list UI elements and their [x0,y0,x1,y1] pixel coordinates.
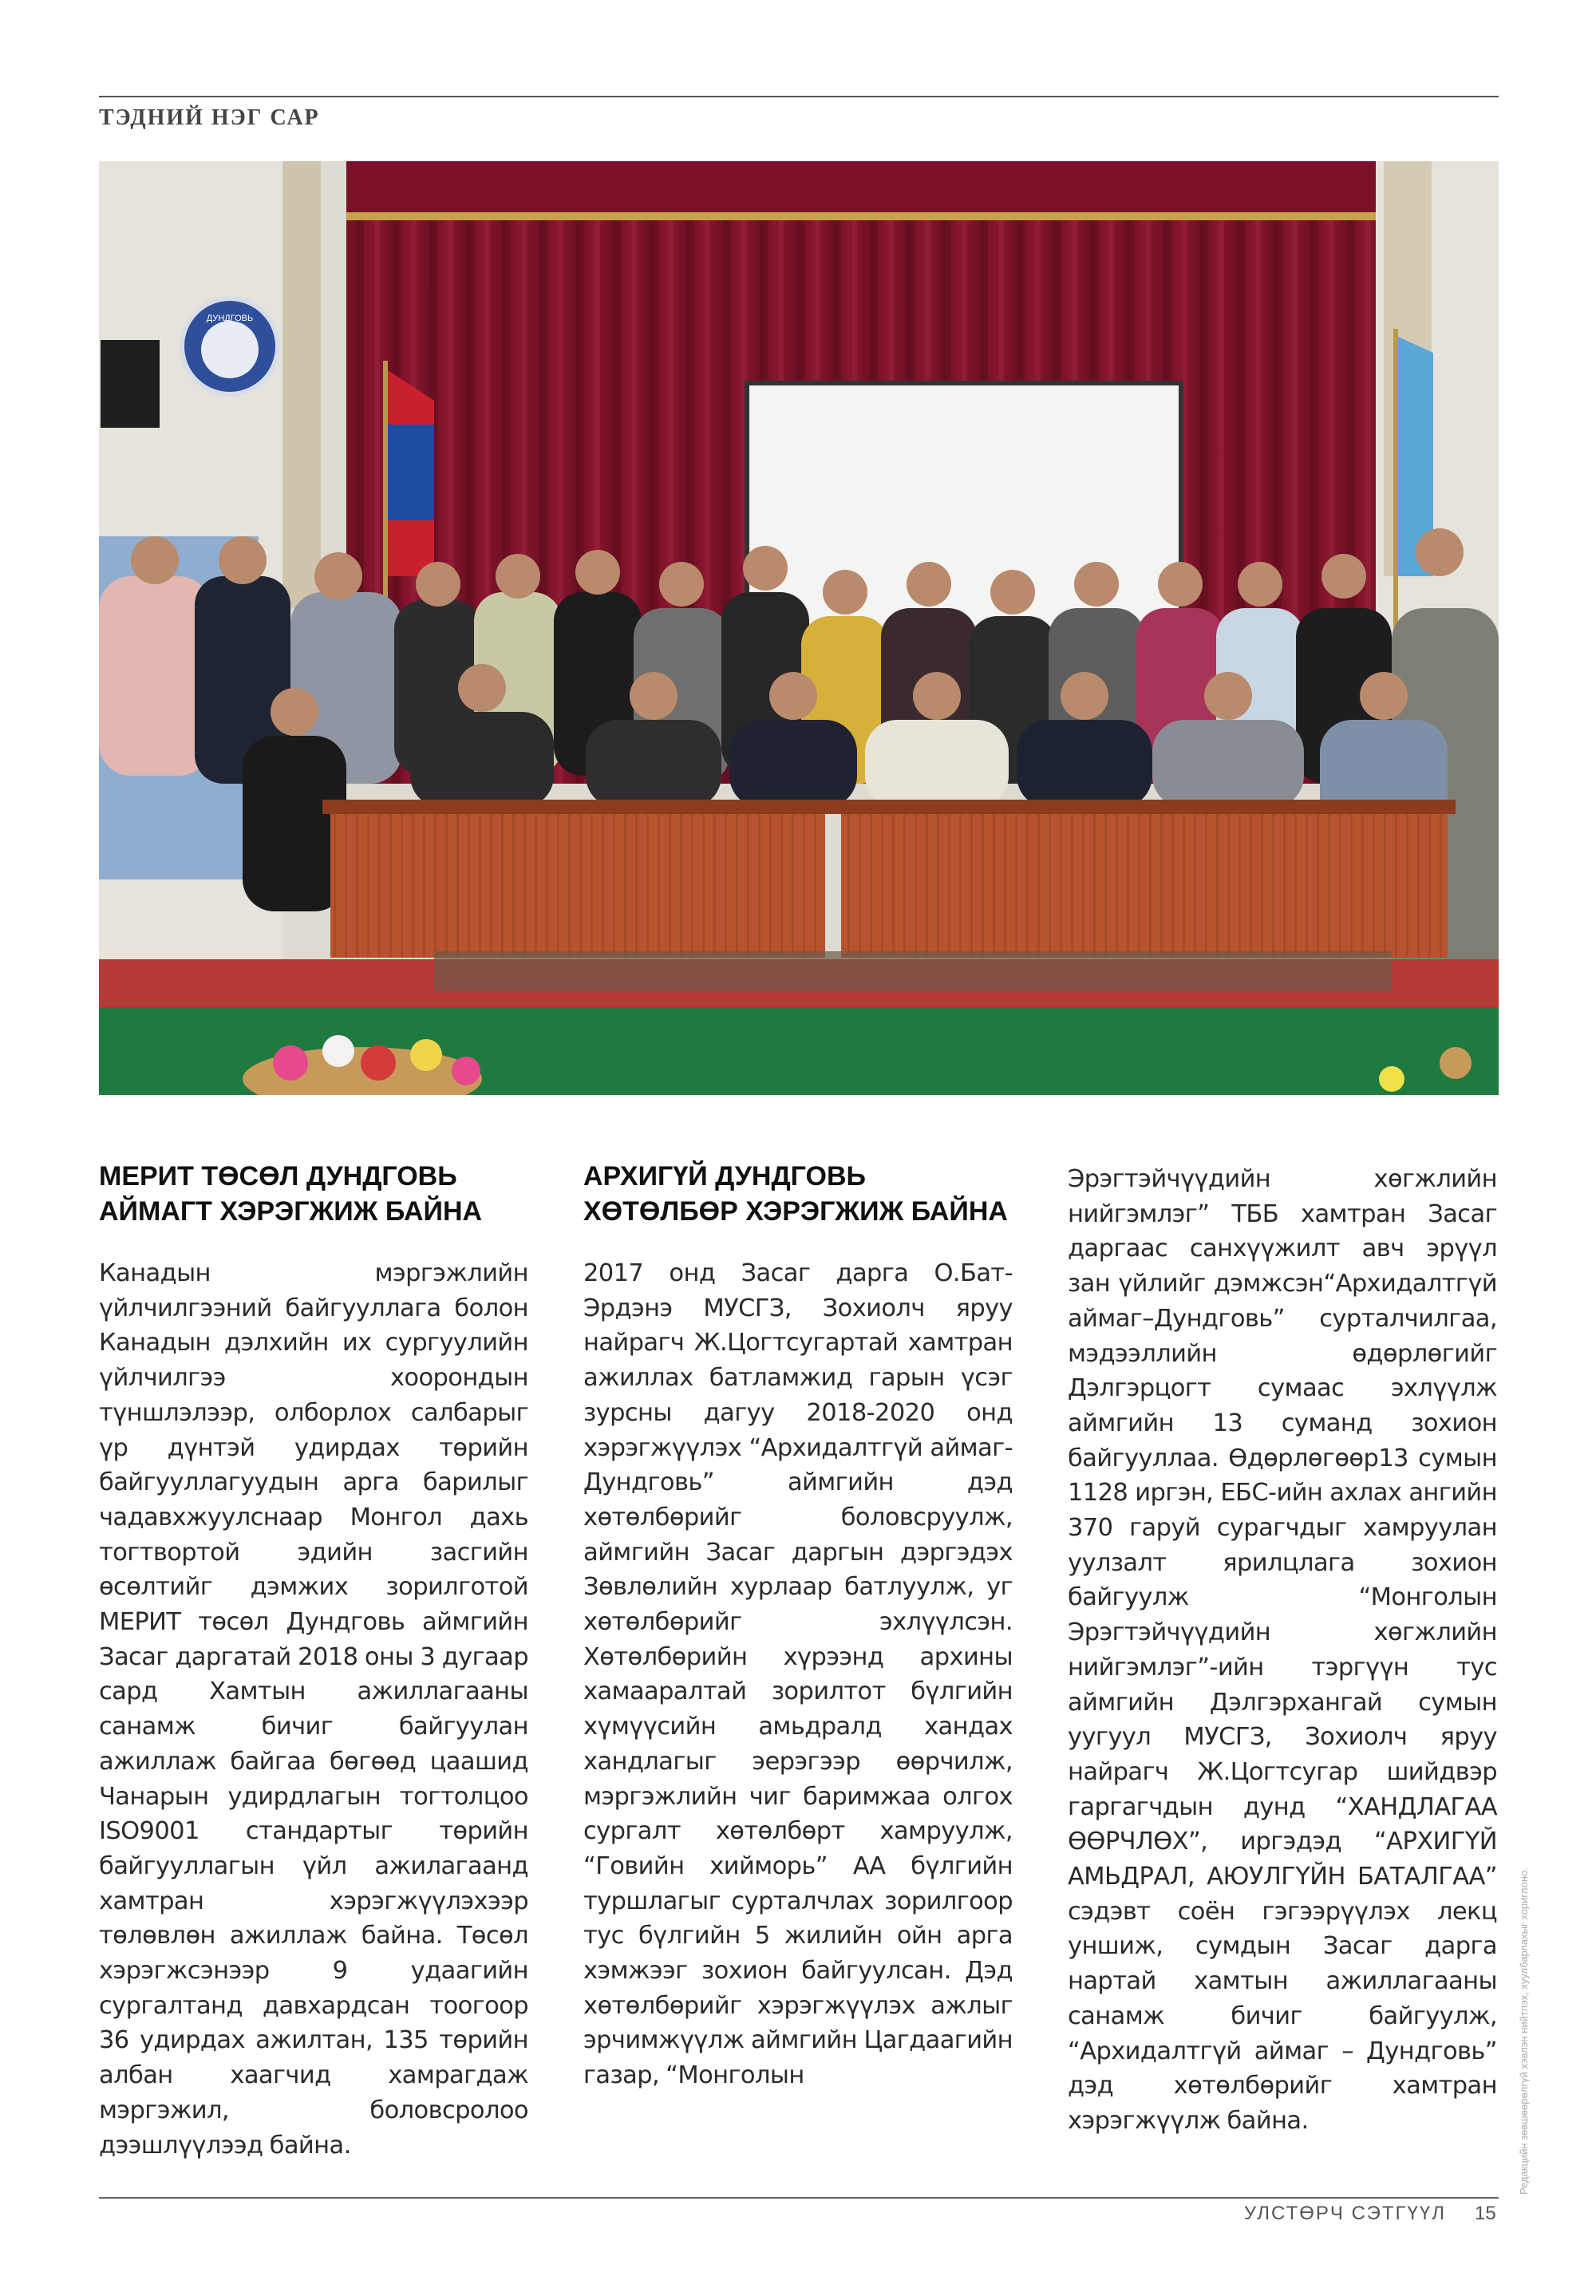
curtain-fringe [346,212,1376,220]
article-alcohol-free-continued [1068,1162,1497,2139]
article-alcohol-free-body-part2: Эрэгтэйчүүдийн хөгжлийн нийгэмлэг” ТББ хамтран Засаг даргаас санхүүжилт авч эрүүл зан үйлийг дэмжсэн“Архидалтгүй аймаг–Дундговь” сурталчилгаа, мэдээллийн өдөрлөгийг Дэлгэрцогт сумаас эхлүүлж аймгийн 13 суманд зохион байгууллаа. Өдөрлөгөөр13 сумын 1128 иргэн, ЕБС-ийн ахлах ангийн 370 гаруй сурагчдыг хамруулан уулзалт ярилцлага зохион байгуулж “Монголын Эрэгтэйчүүдийн хөгжлийн нийгэмлэг”-ийн тэргүүн тус аймгийн Дэлгэрхангай сумын уугуул МУСГЗ, Зохиолч яруу найрагч Ж.Цогтсугар шийдвэр гаргагчдын дунд “ХАНДЛАГАА ӨӨРЧЛӨХ”, иргэдэд “АРХИГҮЙ АМЬДРАЛ, АЮУЛГҮЙН БАТАЛГАА” сэдэвт соён гэгээрүүлэх лекц уншиж, сумдын Засаг дарга нартай хамтын ажиллагааны санамж бичиг байгуулж, “Архидалтгүй аймаг – Дундговь” дэд хөтөлбөрийг хамтран хэрэгжүүлж байна. [1068,1165,1497,2135]
page-number: 15 [1475,2203,1496,2224]
footer-rule [99,2197,1499,2199]
group-photo [99,161,1499,1095]
article-merit-headline: МЕРИТ ТӨСӨЛ ДУНДГОВЬ АЙМАГТ ХЭРЭГЖИЖ БАЙНА [99,1161,483,1227]
header-rule [99,96,1499,97]
publication-name: УЛСТӨРЧ СЭТГҮҮЛ [1243,2203,1446,2224]
section-label: ТЭДНИЙ НЭГ САР [99,105,320,130]
speaker [101,340,160,428]
article-alcohol-free-body-part1: 2017 онд Засаг дарга О.Бат-Эрдэнэ МУСГЗ, Зохиолч яруу найрагч Ж.Цогтсугартай хамтран ажиллах батламжид гарын үсэг зурсны дагуу 2018-2020 онд хэрэгжүүлэх “Архидалтгүй аймаг-Дундговь” аймгийн дэд хөтөлбөрийг боловсруулж, аймгийн Засаг даргын дэргэдэх Зөвлөлийн хурлаар батлуулж, уг хөтөлбөрийг эхлүүлсэн. Хөтөлбөрийн хүрээнд архины хамааралтай зорилтот бүлгийн хүмүүсийн амьдралд хандах хандлагыг эерэгээр өөрчилж, мэргэжлийн чиг баримжаа олгох сургалт хөтөлбөрт хамруулж, “Говийн хийморь” АА бүлгийн туршлагыг сурталчлах зорилгоор тус бүлгийн 5 жилийн ойн арга хэмжээг зохион байгуулсан. Дэд хөтөлбөрийг хэрэгжүүлэх ажлыг эрчимжүүлж аймгийн Цагдаагийн газар, “Монголын [583,1259,1013,2090]
emblem-text: ДУНДГОВЬ [206,314,254,323]
article-alcohol-free-headline: АРХИГҮЙ ДУНДГОВЬ ХӨТӨЛБӨР ХЭРЭГЖИЖ БАЙНА [583,1161,1008,1227]
emblem-inner [201,321,259,378]
table-right [841,814,1448,958]
table-top [322,800,1456,814]
curtain-valance [346,161,1376,217]
article-merit-body: Канадын мэргэжлийн үйлчилгээний байгууллага болон Канадын дэлхийн их сургуулийн үйлчилгээ хоорондын түншлэлээр, олборлох салбарыг үр дүнтэй удирдах төрийн байгууллагуудын арга барилыг чадавхжуулснаар Монгол дахь тогтвортой эдийн засгийн өсөлтийг дэмжих зорилготой МЕРИТ төсөл Дундговь аймгийн Засаг даргатай 2018 оны 3 дугаар сард Хамтын ажиллагааны санамж бичиг байгуулан ажиллаж байгаа бөгөөд цаашид Чанарын удирдлагын тогтолцоо ISO9001 стандартыг төрийн байгууллагын үйл ажилагаанд хамтран хэрэгжүүлэхээр төлөвлөн ажиллаж байна. Төсөл хэрэгжсэнээр 9 удаагийн сургалтанд давхардсан тоогоор 36 удирдах ажилтан, 135 төрийн албан хаагчид хамрагдаж мэргэжил, боловсролоо дээшлүүлээд байна. [99,1259,528,2160]
table-left [330,814,825,958]
copyright-note: Редакцийн зөвшөөрөлгүй хэвлэн нийтлэх, хуулбарлахыг хориглоно. [1518,1867,1530,2195]
article-merit [99,1159,528,2163]
article-alcohol-free [583,1159,1013,2093]
left-pillar [282,161,321,608]
rug [434,951,1392,991]
